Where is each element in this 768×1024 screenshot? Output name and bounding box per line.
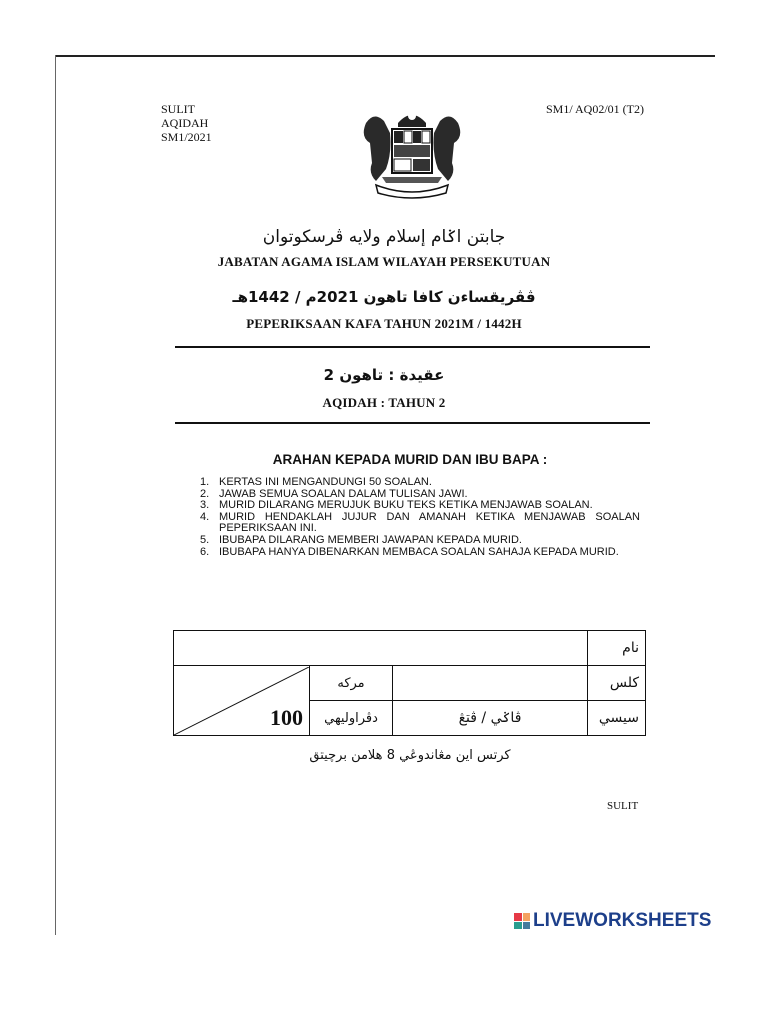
class-row: [174, 666, 646, 701]
marks-label: مركه: [310, 666, 393, 701]
instruction-item: [200, 535, 640, 547]
subject-jawi: عقيدة : تاهون 2: [323, 366, 445, 384]
divider: [175, 346, 650, 348]
liveworksheets-brand[interactable]: [514, 910, 711, 932]
session-label: سيسي: [588, 701, 646, 736]
marks-obtained-box[interactable]: [174, 666, 310, 736]
instruction-number: 6.: [200, 545, 210, 558]
instruction-number: 3.: [200, 499, 210, 512]
page-left-edge: [55, 55, 56, 935]
instruction-item: [200, 512, 640, 535]
instruction-text: JAWAB SEMUA SOALAN DALAM TULISAN JAWI.: [219, 487, 468, 500]
header-left-line: SM1/2021: [161, 130, 212, 144]
instruction-text: IBUBAPA HANYA DIBENARKAN MEMBACA SOALAN SAHAJA KEPADA MURID.: [219, 545, 619, 558]
name-row: [174, 631, 646, 666]
instructions-title: ARAHAN KEPADA MURID DAN IBU BAPA :: [272, 452, 548, 467]
header-left-line: SULIT: [161, 102, 195, 116]
instruction-item: [200, 547, 640, 559]
instruction-text: MURID HENDAKLAH JUJUR DAN AMANAH KETIKA MENJAWAB SOALAN PEPERIKSAAN INI.: [219, 510, 640, 535]
obtained-label: دڤراوليهي: [310, 701, 393, 736]
brand-name: LIVEWORKSHEETS: [533, 910, 712, 931]
footer-sulit: SULIT: [607, 800, 639, 812]
session-value: ڤاݢي / ڤتڠ: [393, 701, 588, 736]
name-field[interactable]: [174, 631, 588, 666]
instruction-text: MURID DILARANG MERUJUK BUKU TEKS KETIKA MENJAWAB SOALAN.: [219, 499, 593, 512]
class-field[interactable]: [393, 666, 588, 701]
instruction-text: KERTAS INI MENGANDUNGI 50 SOALAN.: [219, 476, 432, 488]
page-count-note: كرتس اين مڠاندوڠي 8 هلامن برچيتق: [309, 748, 511, 763]
total-marks: 100: [270, 705, 303, 730]
class-label: كلس: [588, 666, 646, 701]
department-latin: JABATAN AGAMA ISLAM WILAYAH PERSEKUTUAN: [217, 254, 551, 269]
paper-code: SM1/ AQ02/01 (T2): [546, 102, 645, 116]
coat-of-arms-icon: [346, 103, 478, 203]
instruction-text: IBUBAPA DILARANG MEMBERI JAWAPAN KEPADA MURID.: [219, 533, 522, 546]
instructions-list: [200, 477, 640, 558]
exam-jawi: ڤڤريقساءن كافا تاهون 2021م / 1442هـ: [232, 288, 536, 306]
instruction-item: [200, 477, 640, 489]
instruction-number: 5.: [200, 533, 210, 546]
header-left-block: [161, 102, 212, 144]
liveworksheets-logo-icon: [514, 913, 530, 929]
name-label: نام: [588, 631, 646, 666]
instruction-number: 2.: [200, 487, 210, 500]
header-left-line: AQIDAH: [161, 116, 209, 130]
exam-latin: PEPERIKSAAN KAFA TAHUN 2021M / 1442H: [246, 316, 522, 331]
instruction-number: 4.: [200, 510, 210, 523]
student-info-table: [173, 630, 646, 736]
department-jawi: جابتن اݢام إسلام ولايه ڤرسكوتوان: [262, 227, 506, 247]
divider: [175, 422, 650, 424]
instruction-number: 1.: [200, 476, 210, 488]
subject-latin: AQIDAH : TAHUN 2: [322, 395, 446, 410]
page-top-edge: [55, 55, 715, 57]
